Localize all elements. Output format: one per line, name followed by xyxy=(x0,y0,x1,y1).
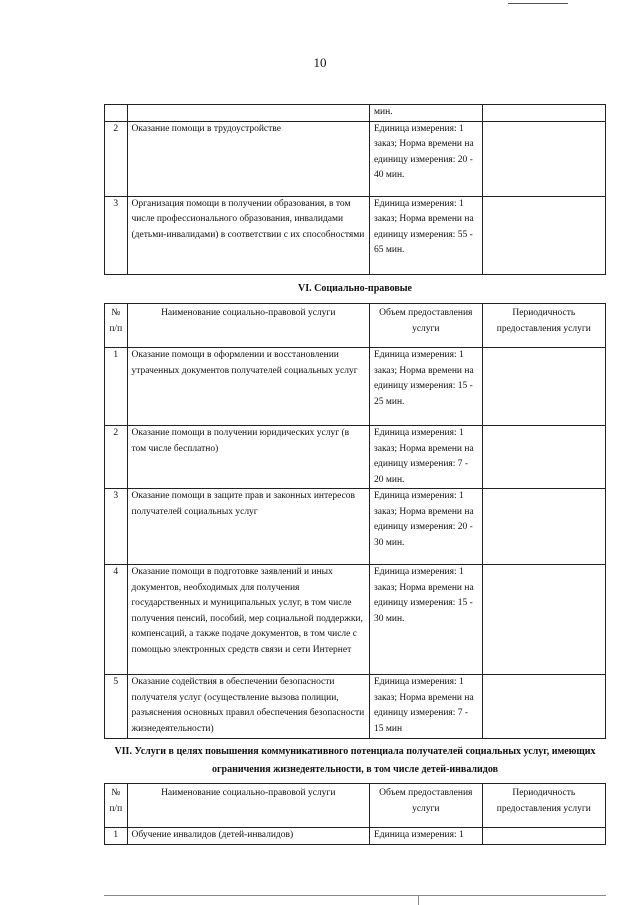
table-row xyxy=(105,565,606,675)
service-period xyxy=(482,426,605,489)
bottom-edge-line xyxy=(104,895,606,896)
row-number: 5 xyxy=(105,675,128,739)
communication-services-table xyxy=(104,783,606,845)
header-number: № п/п xyxy=(105,784,128,828)
table-header-row xyxy=(105,784,606,828)
service-period xyxy=(482,121,605,196)
header-volume: Объем предоставления услуги xyxy=(369,304,482,348)
social-legal-services-table xyxy=(104,303,606,739)
service-name: Оказание помощи в трудоустройстве xyxy=(127,121,369,196)
header-number: № п/п xyxy=(105,304,128,348)
row-number: 1 xyxy=(105,828,128,845)
header-service: Наименование социально-правовой услуги xyxy=(127,304,369,348)
continued-services-table xyxy=(104,104,606,275)
service-volume: Единица измерения: 1 заказ; Норма времени на единицу измерения: 20 - 30 мин. xyxy=(369,489,482,565)
row-number: 2 xyxy=(105,426,128,489)
header-volume: Объем предоставления услуги xyxy=(369,784,482,828)
service-name: Оказание помощи в оформлении и восстановлении утраченных документов получателей социальных услуг xyxy=(127,348,369,426)
row-number: 3 xyxy=(105,489,128,565)
service-volume: мин. xyxy=(369,105,482,122)
table-row xyxy=(105,105,606,122)
row-number: 1 xyxy=(105,348,128,426)
service-name: Обучение инвалидов (детей-инвалидов) xyxy=(127,828,369,845)
service-name: Организация помощи в получении образования, в том числе профессионального образования, инвалидами (детьми-инвалидами) в соответствии с их способностями xyxy=(127,196,369,274)
header-period: Периодичность предоставления услуги xyxy=(482,784,605,828)
table-header-row xyxy=(105,304,606,348)
service-name xyxy=(127,105,369,122)
service-name: Оказание помощи в защите прав и законных интересов получателей социальных услуг xyxy=(127,489,369,565)
service-period xyxy=(482,348,605,426)
service-name: Оказание помощи в подготовке заявлений и иных документов, необходимых для получения государственных и муниципальных услуг, в том числе получения пенсий, пособий, мер социальной поддержки, компенсаций, а также подаче документов, в том числе с помощью электронных средств связи и сети Интернет xyxy=(127,565,369,675)
service-volume: Единица измерения: 1 заказ; Норма времени на единицу измерения: 55 - 65 мин. xyxy=(369,196,482,274)
service-period xyxy=(482,675,605,739)
table-row xyxy=(105,196,606,274)
service-name: Оказание содействия в обеспечении безопасности получателя услуг (осуществление вызова полиции, разъяснения основных правил обеспечения безопасности жизнедеятельности) xyxy=(127,675,369,739)
section-6-title: VI. Социально-правовые xyxy=(298,283,412,294)
header-period: Периодичность предоставления услуги xyxy=(482,304,605,348)
top-edge-mark xyxy=(508,0,568,4)
table-row xyxy=(105,489,606,565)
row-number: 4 xyxy=(105,565,128,675)
header-service: Наименование социально-правовой услуги xyxy=(127,784,369,828)
service-period xyxy=(482,828,605,845)
service-volume: Единица измерения: 1 заказ; Норма времени на единицу измерения: 7 - 15 мин xyxy=(369,675,482,739)
table-row xyxy=(105,121,606,196)
service-period xyxy=(482,196,605,274)
bottom-edge-tick xyxy=(418,895,419,905)
section-7-title: VII. Услуги в целях повышения коммуникативного потенциала получателей социальных услуг, имеющих ограничения жизнедеятельности, в том числе детей-инвалидов xyxy=(114,746,596,775)
table-row xyxy=(105,348,606,426)
row-number xyxy=(105,105,128,122)
service-name: Оказание помощи в получении юридических услуг (в том числе бесплатно) xyxy=(127,426,369,489)
service-period xyxy=(482,105,605,122)
service-period xyxy=(482,565,605,675)
service-period xyxy=(482,489,605,565)
service-volume: Единица измерения: 1 заказ; Норма времени на единицу измерения: 20 - 40 мин. xyxy=(369,121,482,196)
service-volume: Единица измерения: 1 заказ; Норма времени на единицу измерения: 15 - 25 мин. xyxy=(369,348,482,426)
service-volume: Единица измерения: 1 xyxy=(369,828,482,845)
service-volume: Единица измерения: 1 заказ; Норма времени на единицу измерения: 15 - 30 мин. xyxy=(369,565,482,675)
table-row xyxy=(105,675,606,739)
table-row xyxy=(105,426,606,489)
page-number: 10 xyxy=(313,55,327,70)
table-row xyxy=(105,828,606,845)
row-number: 3 xyxy=(105,196,128,274)
row-number: 2 xyxy=(105,121,128,196)
service-volume: Единица измерения: 1 заказ; Норма времени на единицу измерения: 7 - 20 мин. xyxy=(369,426,482,489)
